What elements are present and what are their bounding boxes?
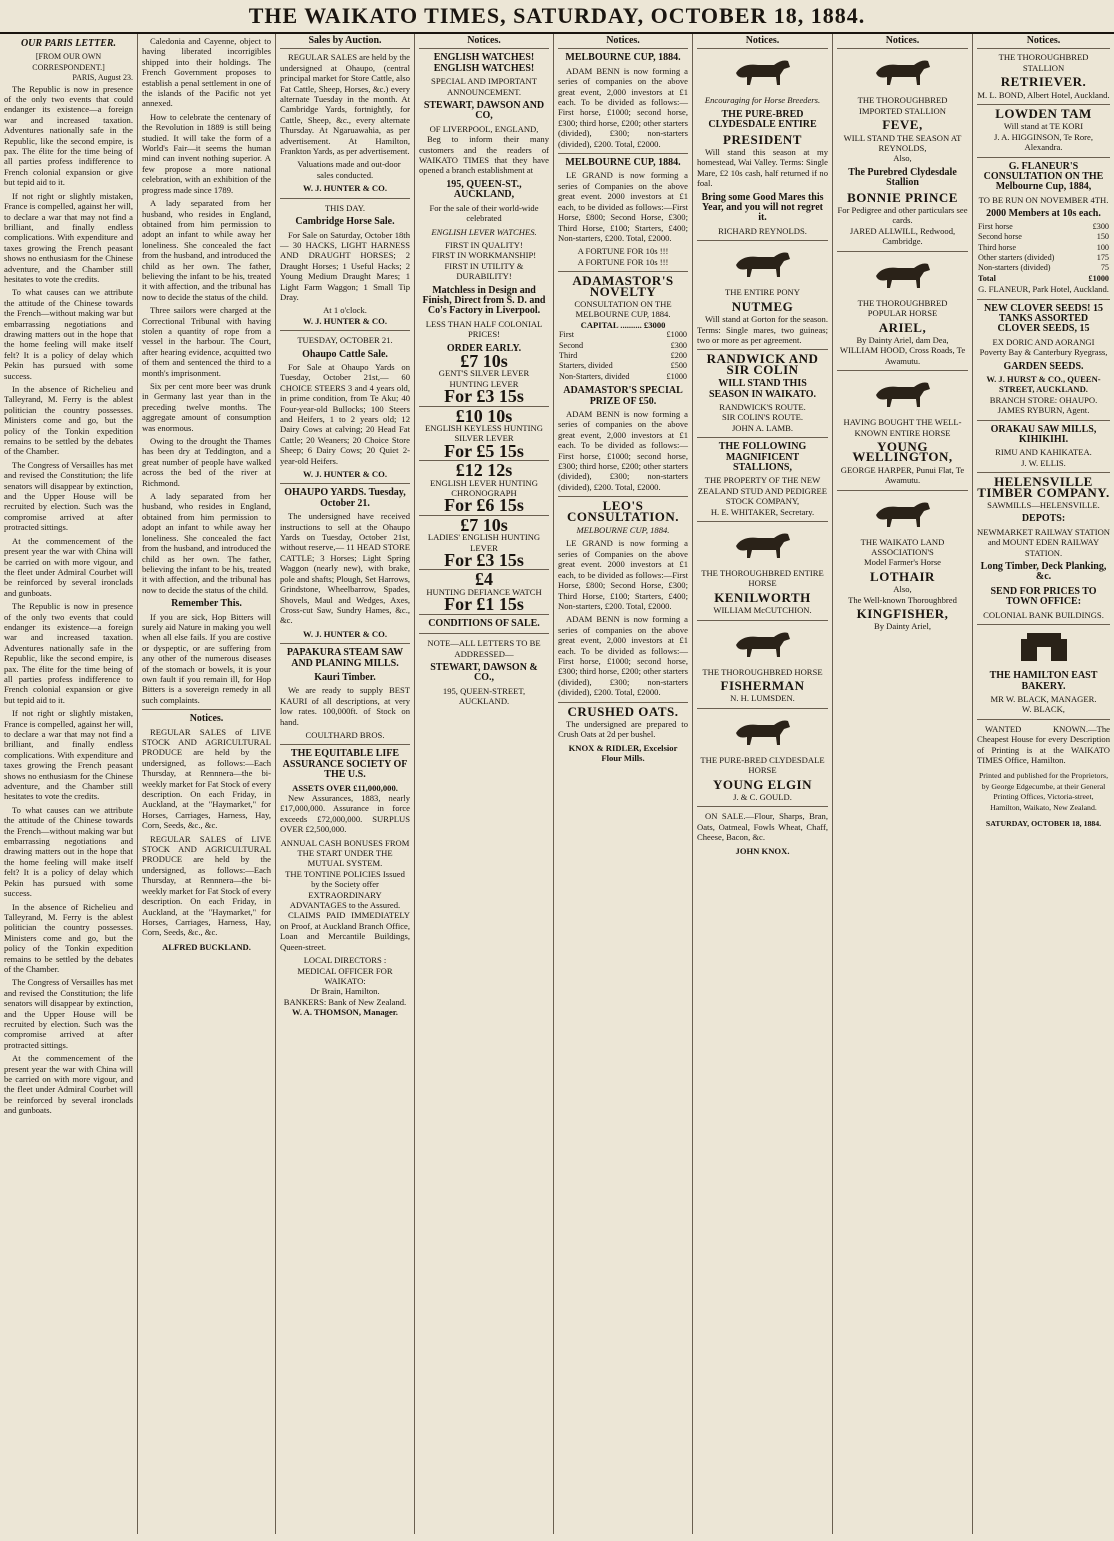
annual-cash: ANNUAL CASH BONUSES FROM THE START UNDER THE MUTUAL SYSTEM. xyxy=(280,837,410,869)
horse-illustration xyxy=(728,53,798,91)
note-address: 195, QUEEN-STREET, AUCKLAND. xyxy=(442,685,526,707)
retriever: RETRIEVER. xyxy=(1000,74,1087,90)
bond: M. L. BOND, Albert Hotel, Auckland. xyxy=(977,89,1110,100)
price: £12 12s xyxy=(455,460,513,481)
column-4 xyxy=(415,34,554,1534)
table-row xyxy=(558,341,688,351)
price: For £3 15s xyxy=(444,550,524,571)
following-heading: THE FOLLOWING MAGNIFICENT STALLIONS, xyxy=(718,441,807,473)
column-5 xyxy=(554,34,693,1534)
divider xyxy=(837,370,968,371)
flaneur-prize-table xyxy=(977,222,1110,284)
firm-name: STEWART, DAWSON AND CO, xyxy=(423,100,545,122)
table-row xyxy=(558,351,688,361)
prize-amount: £1000 xyxy=(666,330,687,340)
sawmills: SAWMILLS—HELENSVILLE. xyxy=(987,500,1100,511)
notices-heading: Notices. xyxy=(189,713,224,725)
ohaupo-text: For Sale at Ohaupo Yards on Tuesday, October 21st,— 60 CHOICE STEERS 3 and 4 years old, in prime condition, from Te Aku; 40 Four-year-old Bullocks; 100 Steers and Heifers, 1 to 2 years old; 12 Dairy Cows at calving; 20 Head Fat Cattle; 20 Weaners; 20 Choice Store Sheep; 6 Dairy Cows; 20 Quiet 2-year-old Heifers. xyxy=(280,361,410,466)
prize-label: Non-starters (divided) xyxy=(978,263,1051,273)
melbourne-cup-text: LE GRAND is now forming a series of Companies on the above great event. 2000 investors at £1 each, to be divided as follows:—First Horse, £800; Second Horse, £300; Third Horse, £100; Starters, £400; Non-starters, £200. Total, £2000. xyxy=(558,170,688,243)
feve-sub: WILL STAND THE SEASON AT REYNOLDS, xyxy=(843,132,962,154)
divider xyxy=(419,633,549,634)
remember-text: If you are sick, Hop Bitters will surely aid Nature in making you well when all else fails. If you are costive or dyspeptic, or are suffering from any other of the numerous diseases of the stomach or bowels, it is your own fault if you remain ill, for Hop Bitters is a sovereign remedy in all such complaints. xyxy=(142,611,271,705)
kingfisher: KINGFISHER, xyxy=(856,606,949,621)
article-dateline: PARIS, August 23. xyxy=(72,73,133,83)
black-sign: W. BLACK, xyxy=(1022,704,1065,715)
clydesdale-heading: THE PURE-BRED CLYDESDALE ENTIRE xyxy=(708,108,817,131)
article-paragraph: How to celebrate the centenary of the Revolution in 1889 is still being studied. It will take the form of a World's Fair—it seems the human mind can invent nothing superior. A few propose a more national celebration, with an exhibition of the progress made since 1789. xyxy=(142,111,271,195)
firm-name: W. J. HUNTER & CO. xyxy=(303,183,387,194)
divider xyxy=(697,521,828,522)
imprint-date: SATURDAY, OCTOBER 18, 1884. xyxy=(985,818,1102,828)
claims: CLAIMS PAID IMMEDIATELY on Proof, at Auckland Branch Office, Loan and Mercantile Buildings, Queen-street. xyxy=(280,910,410,952)
article-paragraph: Owing to the drought the Thames has been dry at Teddington, and a great number of people have walked across the bed of the river at Richmond. xyxy=(142,436,271,488)
less-than-half: LESS THAN HALF COLONIAL PRICES! xyxy=(425,318,543,340)
prize-label: Non-Starters, divided xyxy=(559,371,630,381)
manager: W. A. THOMSON, Manager. xyxy=(292,1007,398,1018)
lever-watches: ENGLISH LEVER WATCHES. xyxy=(431,226,537,237)
prize-label: Third horse xyxy=(978,242,1016,252)
timber: Long Timber, Deck Planking, &c. xyxy=(980,561,1107,583)
kauri-heading: Kauri Timber. xyxy=(314,671,376,683)
for-sale: For the sale of their world-wide celebrated xyxy=(429,202,539,224)
helensville: HELENSVILLE TIMBER COMPANY. xyxy=(977,474,1110,500)
flaneur-sub: TO BE RUN ON NOVEMBER 4TH. xyxy=(978,194,1109,205)
bonnie-heading: The Purebred Clydesdale Stallion xyxy=(848,166,957,189)
column-3 xyxy=(276,34,415,1534)
prize-amount: £300 xyxy=(670,340,687,350)
lumsden: N. H. LUMSDEN. xyxy=(730,693,795,704)
divider xyxy=(558,702,688,703)
doric: EX DORIC AND AORANGI xyxy=(992,336,1095,347)
signoff: ALFRED BUCKLAND. xyxy=(162,941,251,952)
ariel: ARIEL, xyxy=(878,319,927,335)
article-paragraph: The Republic is now in presence of the only two events that could endanger its existence—a foreign war and increased taxation. Adventures nationally safe in the Republic, like the second empire, is pax. The élite for the time being of all parties profess indifference to French colonial expansion or give but tepid aid to it. xyxy=(4,601,133,705)
watch-description: GENT'S SILVER LEVER HUNTING LEVER xyxy=(438,368,530,389)
onsale-sign: JOHN KNOX. xyxy=(735,845,790,856)
divider xyxy=(697,620,828,621)
valuations: Valuations made and out-door sales conducted. xyxy=(297,159,401,180)
higginson: J. A. HIGGINSON, Te Rore, Alexandra. xyxy=(993,131,1094,153)
column-7 xyxy=(833,34,973,1534)
price: £7 10s xyxy=(460,514,508,535)
feve: FEVE, xyxy=(882,117,923,133)
price: £10 10s xyxy=(455,405,513,426)
hood: WILLIAM HOOD, Cross Roads, Te Awamutu. xyxy=(839,345,966,366)
auction-intro: REGULAR SALES are held by the undersigned at Ohaupo, (central principal market for Store Cattle, also Fat Cattle, Sheep, Horses, &c.) every alternate Tuesday in the month. At Cambridge Yards, fortnightly, for Cattle, Sheep, &c., every alternate Thursday. At Ngaruawahia, as per advertisement. At Hamilton, Frankton Yards, as per advertisement. xyxy=(280,52,410,157)
watch-description: HUNTING DEFIANCE WATCH xyxy=(426,586,542,597)
prize-amount: 150 xyxy=(1096,232,1109,242)
price: For £3 15s xyxy=(444,386,524,407)
equitable-heading: THE EQUITABLE LIFE ASSURANCE SOCIETY OF THE U.S. xyxy=(282,748,408,781)
feve-heading: THE THOROUGHBRED IMPORTED STALLION xyxy=(857,95,948,116)
divider xyxy=(977,719,1110,720)
members: 2000 Members at 10s each. xyxy=(986,208,1101,220)
firm-name: W. J. HUNTER & CO. xyxy=(303,315,387,326)
divider xyxy=(558,496,688,497)
depots: DEPOTS: xyxy=(1021,513,1066,525)
elgin-heading: THE PURE-BRED CLYDESDALE HORSE xyxy=(700,754,825,776)
column-header: Notices. xyxy=(697,36,828,49)
divider xyxy=(280,744,410,745)
article-paragraph: At the commencement of the present year the war with China will be carried on with more vigour, and the fleet under Admiral Courbet will be reinforced by several ironclads and gunboats. xyxy=(4,1053,133,1116)
route-sign: JOHN A. LAMB. xyxy=(731,422,794,433)
article-paragraph: The Congress of Versailles has met and revised the Constitution; the life senators will disappear by extinction, and the Upper House will be recruited by election. Such was the compromise arrived at after protracted sittings. xyxy=(4,977,133,1050)
pedigree: For Pedigree and other particulars see cards. xyxy=(837,205,968,226)
article-paragraph: The Republic is now in presence of the only two events that could endanger its existence—a foreign war and increased taxation. Adventures nationally safe in the Republic, like the second empire, is pax. The élite for the time being of all parties profess indifference to French colonial expansion or give but tepid aid to it. xyxy=(4,83,133,188)
divider xyxy=(977,299,1110,300)
note: NOTE—ALL LETTERS TO BE ADDRESSED— xyxy=(427,638,541,659)
kauri-sign: COULTHARD BROS. xyxy=(305,729,385,740)
divider xyxy=(697,708,828,709)
bakery: THE HAMILTON EAST BAKERY. xyxy=(989,670,1098,692)
watch-description: LADIES' ENGLISH HUNTING LEVER xyxy=(427,532,541,553)
equitable-text: New Assurances, 1883, nearly £17,000,000. Assurance in force exceeds £72,000,000. SURPLUS OVER £2,500,000. xyxy=(280,793,410,835)
divider xyxy=(697,806,828,807)
kauri-text: We are ready to supply BEST KAURI of all descriptions, at very low rates. 100,000ft. of Stock on hand. xyxy=(280,685,410,727)
table-row xyxy=(558,372,688,382)
capital: CAPITAL .......... £3000 xyxy=(580,319,666,330)
notices-text: REGULAR SALES of LIVE STOCK AND AGRICULTURAL PRODUCE are held by the undersigned, as follows:—Each Thursday, at Rennnera—the bi-weekly market for Fat Stock of every description. On each Friday, in Auckland, at the "Haymarket," for Horses, Carriages, Harness, Hay, Corn, Seeds, &c., &c. xyxy=(142,833,271,938)
wellington-heading: HAVING BOUGHT THE WELL-KNOWN ENTIRE HORSE xyxy=(843,417,962,438)
article-paragraph: If not right or slightly mistaken, France is compelled, against her will, to declare a war that may not find a brilliant, and finally endless complications. With expenditure and taxes growing the French peasant shows no enthusiasm for the Chinese adventure, and the Chamber still hesitates to vote the credits. xyxy=(4,190,133,284)
crushed-oats-text: The undersigned are prepared to Crush Oats at 2d per bushel. xyxy=(558,718,688,740)
masthead-title: THE WAIKATO TIMES, SATURDAY, OCTOBER 18, 1884. xyxy=(0,0,1114,34)
president: PRESIDENT xyxy=(723,131,802,147)
article-paragraph: To what causes can we attribute the attitude of the Chinese towards the French—without making war but embarrassing negotiations and drawing matters out in the hope that the home feeling will make itself felt? It is a policy of delay which Pekin has pursued with some success. xyxy=(4,287,133,381)
prize-label: Other starters (divided) xyxy=(978,252,1055,262)
lowden-heading: LOWDEN TAM xyxy=(995,106,1092,122)
prize-amount: 100 xyxy=(1096,242,1109,252)
horse-illustration xyxy=(868,256,938,294)
poverty-bay: Poverty Bay & Canterbury Ryegrass, xyxy=(979,347,1108,358)
bonnie-prince: BONNIE PRINCE xyxy=(847,189,958,205)
divider xyxy=(977,624,1110,625)
price: £4 xyxy=(475,569,493,590)
divider xyxy=(977,157,1110,158)
divider xyxy=(977,420,1110,421)
price: For £6 15s xyxy=(444,495,524,516)
column-header: Notices. xyxy=(837,36,968,49)
column-header: Sales by Auction. xyxy=(280,36,410,49)
table-row xyxy=(977,253,1110,263)
firm-city: OF LIVERPOOL, ENGLAND, xyxy=(429,123,539,134)
nutmeg: NUTMEG xyxy=(731,298,794,314)
prize-table xyxy=(558,330,688,382)
fortune: A FORTUNE FOR 10s !!! xyxy=(577,246,669,257)
divider xyxy=(558,153,688,154)
price: For £5 15s xyxy=(444,440,524,461)
article-paragraph: To what causes can we attribute the attitude of the Chinese towards the French—without making war but embarrassing negotiations and drawing matters out in the hope that the home feeling will make itself felt? It is a policy of delay which Pekin has pursued with some success. xyxy=(4,804,133,899)
medical-heading: MEDICAL OFFICER FOR WAIKATO: xyxy=(297,965,393,986)
elgin: YOUNG ELGIN xyxy=(712,776,813,792)
prize-total-label: Total xyxy=(978,273,996,283)
papakura-heading: PAPAKURA STEAM SAW AND PLANING MILLS. xyxy=(286,647,404,669)
prize-amount: £1000 xyxy=(666,371,687,381)
divider xyxy=(977,472,1110,473)
flaneur-heading: G. FLANEUR'S CONSULTATION ON THE Melbourne Cup, 1884, xyxy=(983,160,1104,193)
auction-heading: OHAUPO YARDS. Tuesday, October 21. xyxy=(284,487,406,509)
leos-sub: MELBOURNE CUP, 1884. xyxy=(576,525,670,536)
bonnie-also: Also, xyxy=(893,153,912,164)
randwick-sub: WILL STAND THIS SEASON IN WAIKATO. xyxy=(709,378,816,400)
article-paragraph: Six per cent more beer was drunk in Germany last year than in the preceding twelve months. The aggregate amount of consumption was enormous. xyxy=(142,381,271,433)
article-paragraph: A lady separated from her husband, who resides in England, obtained from him permission to adopt an infant to while away her loneliness. She concealed the fact from the husband, and introduced the child as her own. The father, believing the infant to be his, treated it with affection, and the tribunal has now to decide the status of the child. xyxy=(142,491,271,595)
first-utility: FIRST IN UTILITY & DURABILITY! xyxy=(444,260,524,282)
first-quality: FIRST IN QUALITY! xyxy=(445,239,523,250)
column-header: Notices. xyxy=(977,36,1110,49)
divider xyxy=(280,198,410,199)
kingfisher-heading: The Well-known Thoroughbred xyxy=(848,594,957,605)
divider xyxy=(697,349,828,350)
prize-amount: £300 xyxy=(1092,221,1109,231)
branch: BRANCH STORE: OHAUPO. JAMES RYBURN, Agent. xyxy=(989,394,1098,416)
fisherman-heading: THE THOROUGHBRED HORSE xyxy=(702,666,823,677)
article-paragraph: A lady separated from her husband, who resides in England, obtained from him permission to adopt an infant to while away her loneliness. She concealed the fact from the husband, and introduced the child as her own. The father, believing the infant to be his, treated it with affection, and the tribunal has now to decide the status of the child. xyxy=(142,198,271,302)
article-paragraph: In the absence of Richelieu and Talleyrand, M. Ferry is the ablest politician the country possesses. Ministers come and go, but the policy of the Tonkin expedition remains to be settled by the debates of the Chamber. xyxy=(4,384,133,457)
orakau: ORAKAU SAW MILLS, KIHIKIHI. xyxy=(990,423,1097,445)
divider xyxy=(280,483,410,484)
horse-illustration xyxy=(728,625,798,663)
colonial-bank: COLONIAL BANK BUILDINGS. xyxy=(983,609,1104,620)
lothair-sub: Model Farmer's Horse xyxy=(864,557,941,568)
wellington: YOUNG WELLINGTON, xyxy=(852,438,953,465)
address: 195, QUEEN-ST., AUCKLAND, xyxy=(446,178,522,201)
kenilworth-heading: THE THOROUGHBRED ENTIRE HORSE xyxy=(701,568,824,589)
divider xyxy=(280,330,410,331)
english-watches: ENGLISH WATCHES! ENGLISH WATCHES! xyxy=(433,52,535,74)
divider xyxy=(558,271,688,272)
article-paragraph: In the absence of Richelieu and Talleyrand, M. Ferry is the ablest politician the country possesses. Ministers come and go, but the policy of the Tonkin expedition remains to be settled by the debates of the Chamber. xyxy=(4,901,133,974)
newmarket: NEWMARKET RAILWAY STATION and MOUNT EDEN RAILWAY STATION. xyxy=(977,526,1110,558)
ellis: J. W. ELLIS. xyxy=(1021,457,1066,468)
horse-illustration xyxy=(868,53,938,91)
flaneur-sign: G. FLANEUR, Park Hotel, Auckland. xyxy=(978,284,1109,295)
medical-text: Dr Brain, Hamilton. xyxy=(310,986,380,997)
president-text: Will stand this season at my homestead, Wai Valley. Terms: Single Mare, £2 10s cash, half returned if no foal. xyxy=(697,147,828,189)
allwill: JARED ALLWILL, Redwood, Cambridge. xyxy=(849,225,956,247)
adamastor-sub: CONSULTATION ON THE MELBOURNE CUP, 1884. xyxy=(574,298,672,320)
nutmeg-heading: THE ENTIRE PONY xyxy=(725,287,800,298)
melbourne-cup-heading: MELBOURNE CUP, 1884. xyxy=(565,52,681,64)
column-8 xyxy=(973,34,1114,1534)
harper: GEORGE HARPER, Punui Flat, Te Awamutu. xyxy=(840,464,965,486)
notices-text: REGULAR SALES of LIVE STOCK AND AGRICULTURAL PRODUCE are held by the undersigned, as follows:—Each Thursday, at Rennnera—the bi-weekly market for Fat Stock of every description. On each Friday, in Auckland, at the "Haymarket," for Horses, Carriages, Harness, Hay, Corn, Seeds, &c., &c. xyxy=(142,726,271,831)
article-paragraph: The Congress of Versailles has met and revised the Constitution; the life senators will disappear by extinction, and the Upper House will be recruited by election. Such was the compromise arrived at after protracted sittings. xyxy=(4,459,133,533)
prize-amount: 75 xyxy=(1100,263,1109,273)
column-6 xyxy=(693,34,833,1534)
table-row xyxy=(977,263,1110,273)
order-early: ORDER EARLY. xyxy=(446,342,522,354)
sircolin-route: SIR COLIN'S ROUTE. xyxy=(721,412,804,423)
watch-description: ENGLISH LEVER HUNTING CHRONOGRAPH xyxy=(430,477,538,499)
prize-label: Second horse xyxy=(978,232,1022,242)
ariel-heading: THE THOROUGHBRED POPULAR HORSE xyxy=(857,297,948,319)
firm-name: W. J. HUNTER & CO. xyxy=(303,628,387,639)
price: £7 10s xyxy=(460,350,508,371)
cambridge-heading: Cambridge Horse Sale. xyxy=(295,216,395,228)
melbourne-cup-heading: MELBOURNE CUP, 1884. xyxy=(565,157,681,169)
horse-illustration xyxy=(728,526,798,564)
remember-heading: Remember This. xyxy=(171,598,242,610)
rimu: RIMU AND KAHIKATEA. xyxy=(995,447,1092,458)
table-row xyxy=(977,274,1110,284)
kingfisher-also: Also, xyxy=(893,584,912,595)
prize-label: Starters, divided xyxy=(559,361,613,371)
cambridge-text: For Sale on Saturday, October 18th— 30 HACKS, LIGHT HARNESS AND DRAUGHT HORSES; 2 Draught Horses; 1 Useful Hacks; 2 Young Medium Draught Mares; 1 Light Farm Waggon; 1 Small Tip Dray. xyxy=(280,229,410,302)
article-paragraph: Caledonia and Cayenne, object to having liberated incorrigibles shipped into their holdings. The French Government proposes to establish a penal settlement in one of the islands of the Pacific not yet annexed. xyxy=(142,36,271,109)
intro: Beg to inform their many customers and the readers of WAIKATO TIMES that they have opened a branch establishment at xyxy=(419,134,549,176)
column-header: Notices. xyxy=(419,36,549,49)
black: MR W. BLACK, MANAGER. xyxy=(990,693,1097,704)
kingfisher-sub: By Dainty Ariel, xyxy=(873,621,932,632)
onsale-text: ON SALE.—Flour, Sharps, Bran, Oats, Oatmeal, Fowls Wheat, Chaff, Cheese, Bacon, &c. xyxy=(697,811,828,843)
bankers: BANKERS: Bank of New Zealand. xyxy=(283,996,407,1007)
randwick-route: RANDWICK'S ROUTE. xyxy=(719,401,806,412)
article-paragraph: If not right or slightly mistaken, France is compelled, against her will, to declare a war that may not find a brilliant, and finally endless complications. With expenditure and taxes growing the French peasant shows no enthusiasm for the Chinese adventure, and the Chamber still hesitates to vote the credits. xyxy=(4,708,133,802)
local-directors: LOCAL DIRECTORS : xyxy=(303,955,387,966)
send-prices: SEND FOR PRICES TO TOWN OFFICE: xyxy=(990,585,1097,608)
knox-ridler: KNOX & RIDLER, Excelsior Flour Mills. xyxy=(568,742,678,764)
divider xyxy=(142,709,271,710)
ariel-sub: By Dainty Ariel, dam Dea, xyxy=(856,334,949,345)
fortune: A FORTUNE FOR 10s !!! xyxy=(577,256,669,267)
horse-illustration xyxy=(868,375,938,413)
special-announcement: SPECIAL AND IMPORTANT ANNOUNCEMENT. xyxy=(431,76,537,97)
firm-name: W. J. HUNTER & CO. xyxy=(303,469,387,480)
tuesday: TUESDAY, OCTOBER 21. xyxy=(297,335,393,346)
melbourne-cup-text: ADAM BENN is now forming a series of companies on the above great event, 2,000 investors at £1 each. To be divided as follows:—First horse, £1000; second horse, £300; third horse, £200; other starters (divided), £300; non-starters (divided), £200. Total, £2000. xyxy=(558,65,688,149)
table-row xyxy=(977,222,1110,232)
lowden-sub: Will stand at TE KORI xyxy=(1003,121,1084,132)
conditions: CONDITIONS OF SALE. xyxy=(428,617,540,629)
garden-seeds: GARDEN SEEDS. xyxy=(1003,360,1084,372)
divider xyxy=(280,643,410,644)
bakery-illustration xyxy=(1009,629,1079,667)
retriever-heading: THE THOROUGHBRED STALLION xyxy=(998,52,1089,73)
table-row xyxy=(977,232,1110,242)
hurst: W. J. HURST & CO., QUEEN-STREET, AUCKLAND. xyxy=(986,373,1101,395)
note-firm: STEWART, DAWSON & CO., xyxy=(430,661,538,684)
kenilworth: KENILWORTH xyxy=(714,589,811,605)
columns xyxy=(0,34,1114,1534)
horse-illustration xyxy=(728,245,798,283)
prize-label: Third xyxy=(559,350,578,360)
auction-text: The undersigned have received instructions to sell at the Ohaupo Yards on Tuesday, October 21st, without reserve,— 11 HEAD STORE CATTLE; 3 Horses; Light Spring Waggon (nearly new), with brake, pole and shafts; Plough, Set Harrows, Grindstone, Wheelbarrow, Spades, Shovels, Maul and Wedges, Axes, Cross-cut Saw, Sundry Hames, &c., &c. xyxy=(280,511,410,626)
prize-total-amount: £1000 xyxy=(1088,273,1109,283)
watch-description: ENGLISH KEYLESS HUNTING SILVER LEVER xyxy=(425,423,543,444)
column-1 xyxy=(0,34,138,1534)
clover-heading: NEW CLOVER SEEDS! 15 TANKS ASSORTED CLOVER SEEDS, 15 xyxy=(983,302,1103,335)
column-2 xyxy=(138,34,276,1534)
article-paragraph: Three sailors were charged at the Correctional Tribunal with having stolen a quantity of rope from a vessel in the harbour. The Court, after hearing evidence, acquitted two of them and sentenced the third to a month's imprisonment. xyxy=(142,305,271,378)
gould: J. & C. GOULD. xyxy=(733,792,792,803)
nutmeg-text: Will stand at Gorton for the season. Terms: Single mares, two guineas; two or more as per agreement. xyxy=(697,314,828,345)
this-day: THIS DAY. xyxy=(324,202,366,213)
at-one: At 1 o'clock. xyxy=(323,305,367,316)
bring-mares: Bring some Good Mares this Year, and you will not regret it. xyxy=(701,191,824,224)
divider xyxy=(837,490,968,491)
divider xyxy=(697,437,828,438)
horse-illustration xyxy=(868,495,938,533)
article-heading: OUR PARIS LETTER. xyxy=(20,38,117,49)
melbourne-cup-text: LE GRAND is now forming a series of Companies on the above great event. 2000 investors at £1 each, to be divided as follows:—First Horse, £800; Second Horse, £300; Third Horse, £100; Starters, £400; Non-starters, £200. Total, £2000. xyxy=(558,538,688,611)
lothair-heading: THE WAIKATO LAND ASSOCIATION'S xyxy=(860,536,945,557)
table-row xyxy=(977,243,1110,253)
article-paragraph: At the commencement of the present year the war with China will be carried on with more vigour, and the fleet under Admiral Courbet will be reinforced by several ironclads and gunboats. xyxy=(4,535,133,598)
tontine: THE TONTINE POLICIES Issued by the Society offer EXTRAORDINARY ADVANTAGES to the Assured. xyxy=(285,868,405,911)
lothair: LOTHAIR xyxy=(870,568,935,584)
leos-heading: LEO'S CONSULTATION. xyxy=(566,498,680,524)
imprint: Printed and published for the Proprietors, by George Edgecumbe, at their General Printing Offices, Victoria-street, Hamilton, Waikato, New Zealand. xyxy=(978,771,1109,812)
melbourne-cup-text: ADAM BENN is now forming a series of companies on the above great event, 2,000 investors at £1 each. To be divided as follows:—First horse, £1000; second horse, £300; third horse, £200; other starters (divided), £300; non-starters (divided), £200. Total, £2000. xyxy=(558,614,688,698)
whitaker: H. E. WHITAKER, Secretary. xyxy=(710,506,815,517)
randwick-heading: RANDWICK AND SIR COLIN xyxy=(706,351,819,377)
column-header: Notices. xyxy=(558,36,688,49)
horse-illustration xyxy=(728,713,798,751)
divider xyxy=(837,251,968,252)
equitable-assets: ASSETS OVER £11,000,000. xyxy=(292,782,398,793)
article-byline: [FROM OUR OWN CORRESPONDENT.] xyxy=(32,52,105,72)
first-workmanship: FIRST IN WORKMANSHIP! xyxy=(431,250,537,261)
table-row xyxy=(558,361,688,371)
wanted: WANTED KNOWN.—The Cheapest House for every Description of Printing is at the WAIKATO TIMES Office, Hamilton. xyxy=(977,723,1110,765)
divider xyxy=(697,240,828,241)
prize-label: Second xyxy=(559,340,584,350)
reynolds: RICHARD REYNOLDS. xyxy=(718,225,807,236)
prize-label: First horse xyxy=(978,221,1013,231)
prize-amount: 175 xyxy=(1096,252,1109,262)
prize-amount: £500 xyxy=(670,361,687,371)
crushed-oats-heading: CRUSHED OATS. xyxy=(567,703,679,719)
prize-amount: £200 xyxy=(670,350,687,360)
melbourne-cup-text: ADAM BENN is now forming a series of companies on the above great event, 2,000 investors at £1 each. To be divided as follows:—First horse, £1000; second horse, £300; third horse, £200; other starters (divided), £300; non-starters (divided), £200. Total, £2000. xyxy=(558,409,688,492)
adamastor-heading: ADAMASTOR'S NOVELTY xyxy=(572,273,674,299)
table-row xyxy=(558,330,688,340)
special-prize: ADAMASTOR'S SPECIAL PRIZE OF £50. xyxy=(563,385,683,407)
fisherman: FISHERMAN xyxy=(720,678,805,694)
matchless: Matchless in Design and Finish, Direct from S. D. and Co's Factory in Liverpool. xyxy=(422,284,546,317)
following-sub: THE PROPERTY OF THE NEW ZEALAND STUD AND PEDIGREE STOCK COMPANY, xyxy=(697,475,828,507)
breeders: Encouraging for Horse Breeders. xyxy=(704,95,821,106)
ohaupo-heading: Ohaupo Cattle Sale. xyxy=(302,348,388,360)
prize-label: First xyxy=(559,330,575,340)
divider xyxy=(977,104,1110,105)
mccutchion: WILLIAM McCUTCHION. xyxy=(713,605,812,616)
price: For £1 15s xyxy=(444,594,524,615)
